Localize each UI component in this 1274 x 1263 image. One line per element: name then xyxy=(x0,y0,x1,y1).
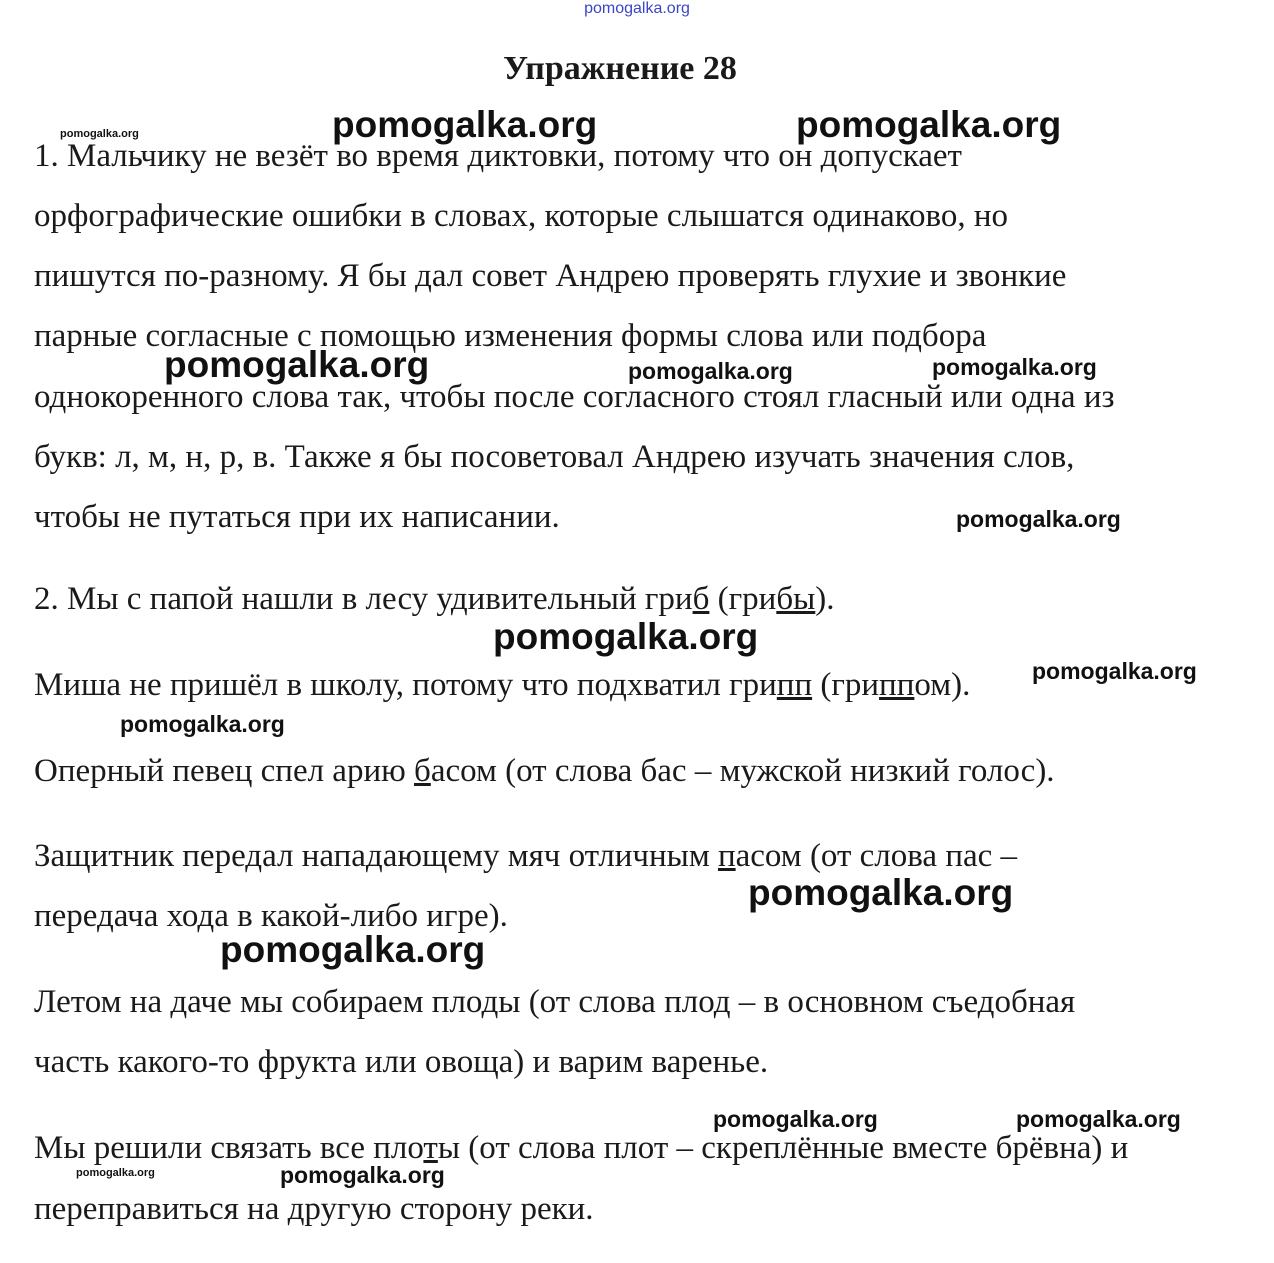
watermark: pomogalka.org xyxy=(1016,1106,1181,1132)
text-line: однокоренного слова так, чтобы после согласного стоял гласный или одна из xyxy=(34,379,1115,415)
watermark: pomogalka.org xyxy=(332,104,598,145)
example-sentence: Летом на даче мы собираем плоды (от слова плод – в основном съедобная xyxy=(34,984,1076,1020)
text-line: пишутся по-разному. Я бы дал совет Андрею проверять глухие и звонкие xyxy=(34,258,1067,294)
watermark: pomogalka.org xyxy=(628,358,793,384)
text-line: букв: л, м, н, р, в. Также я бы посоветовал Андрею изучать значения слов, xyxy=(34,439,1075,475)
page-title: Упражнение 28 xyxy=(503,50,737,87)
watermark: pomogalka.org xyxy=(748,872,1014,913)
text-line: чтобы не путаться при их написании. xyxy=(34,499,560,535)
example-sentence: Миша не пришёл в школу, потому что подхватил грипп (гриппом). xyxy=(34,667,971,703)
watermark: pomogalka.org xyxy=(493,616,759,657)
example-sentence: Мы решили связать все плоты (от слова плот – скреплённые вместе брёвна) и xyxy=(34,1130,1129,1166)
watermark: pomogalka.org xyxy=(280,1162,445,1188)
example-sentence-continued: переправиться на другую сторону реки. xyxy=(34,1191,594,1227)
watermark: pomogalka.org xyxy=(164,344,430,385)
text-line: орфографические ошибки в словах, которые слышатся одинаково, но xyxy=(34,198,1008,234)
watermark: pomogalka.org xyxy=(956,506,1121,532)
example-sentence: Оперный певец спел арию басом (от слова бас – мужской низкий голос). xyxy=(34,753,1055,789)
watermark: pomogalka.org xyxy=(120,711,285,737)
example-sentence: 2. Мы с папой нашли в лесу удивительный гриб (грибы). xyxy=(34,581,835,617)
example-sentence-continued: передача хода в какой-либо игре). xyxy=(34,898,508,934)
watermark: pomogalka.org xyxy=(220,929,486,970)
watermark: pomogalka.org xyxy=(796,104,1062,145)
example-sentence: Защитник передал нападающему мяч отличным пасом (от слова пас – xyxy=(34,838,1018,874)
watermark: pomogalka.org xyxy=(60,128,139,140)
watermark: pomogalka.org xyxy=(932,354,1097,380)
top-watermark: pomogalka.org xyxy=(584,0,690,17)
watermark: pomogalka.org xyxy=(713,1106,878,1132)
example-sentence-continued: часть какого-то фрукта или овоща) и варим варенье. xyxy=(34,1044,769,1080)
text-line: 1. Мальчику не везёт во время диктовки, потому что он допускает xyxy=(34,138,962,174)
watermark: pomogalka.org xyxy=(76,1167,155,1179)
text-line: парные согласные с помощью изменения формы слова или подбора xyxy=(34,318,987,354)
watermark: pomogalka.org xyxy=(1032,658,1197,684)
